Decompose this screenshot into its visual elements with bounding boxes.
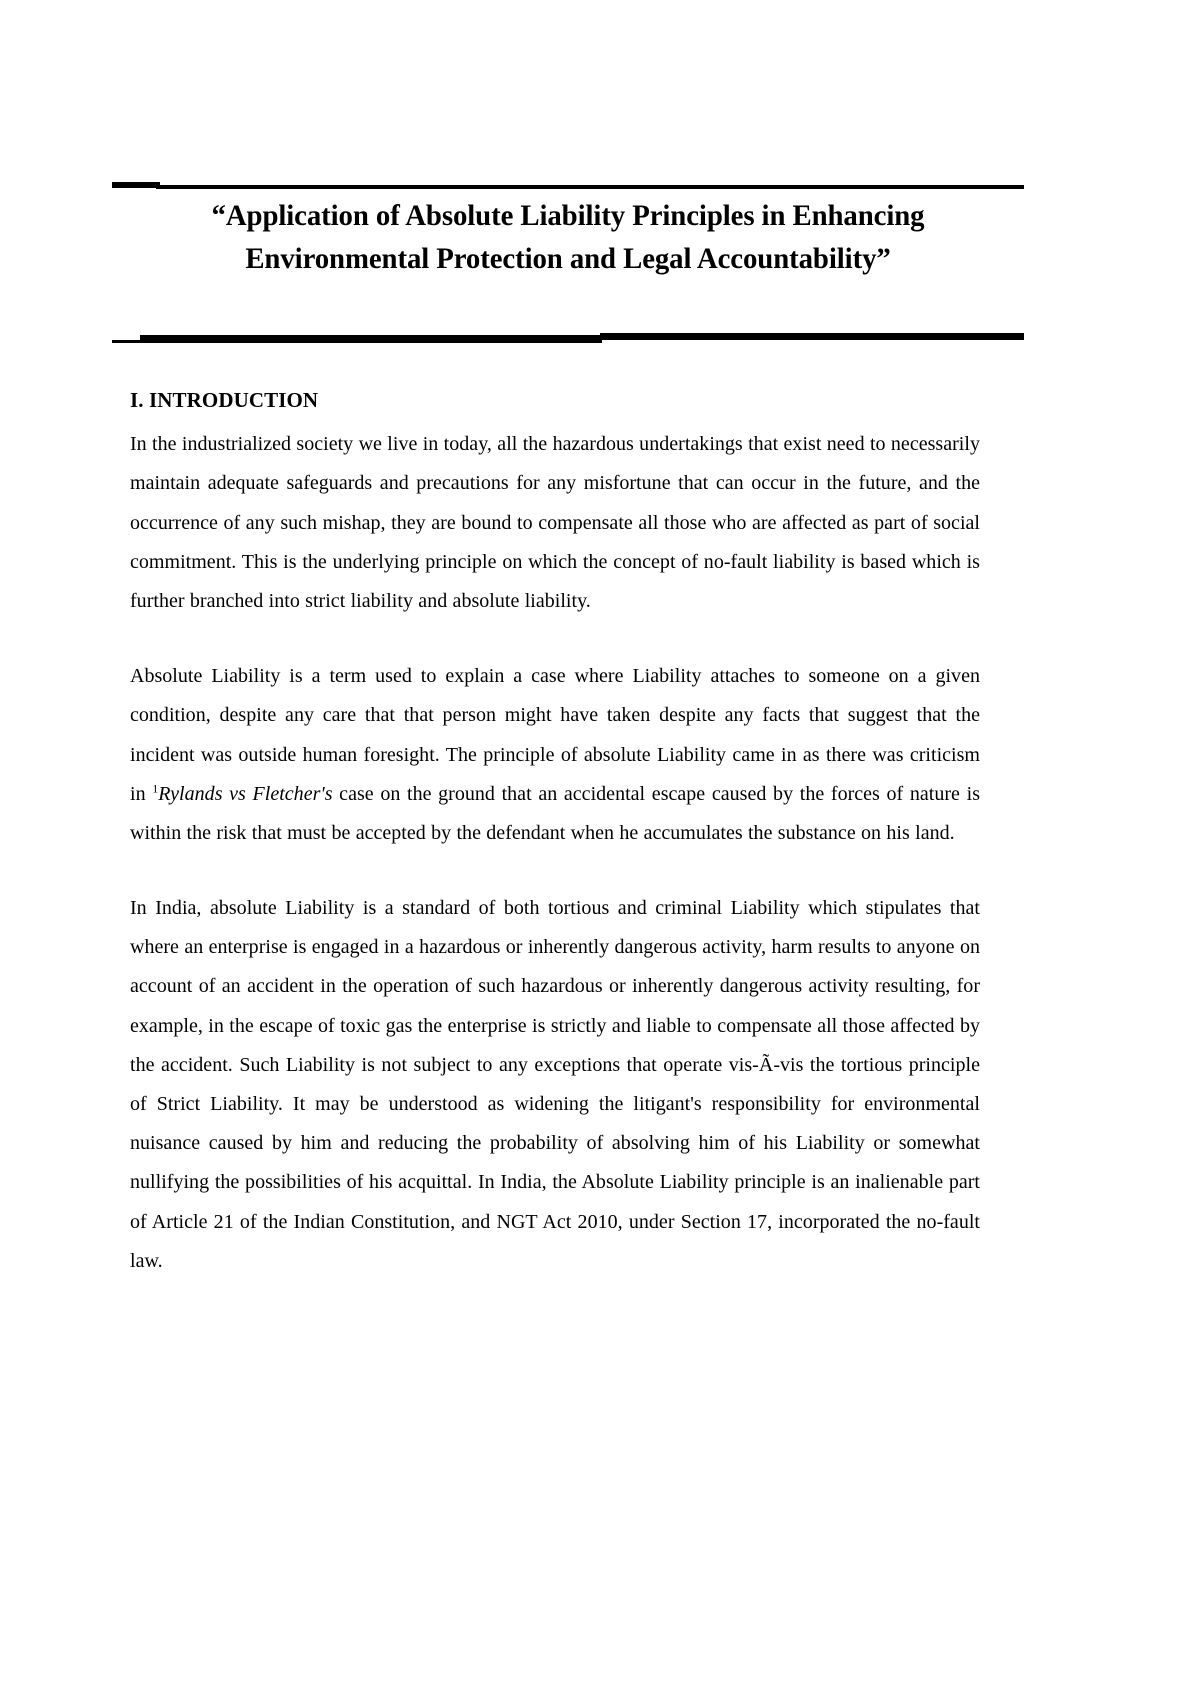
page-title xyxy=(130,195,1006,280)
title-top-rule-thick-segment xyxy=(112,182,160,188)
title-bottom-rule-middle-segment xyxy=(140,335,602,343)
paragraph-1: In the industrialized society we live in today, all the hazardous undertakings that exist need to necessarily maintain adequate safeguards and precautions for any misfortune that can occur in the future, and the occurrence of any such mishap, they are bound to compensate all those who are affected as part of social commitment. This is the underlying principle on which the concept of no-fault liability is based which is further branched into strict liability and absolute liability. xyxy=(130,433,980,612)
paragraph-3: In India, absolute Liability is a standard of both tortious and criminal Liability which stipulates that where an enterprise is engaged in a hazardous or inherently dangerous activity, harm results to anyone on account of an accident in the operation of such hazardous or inherently dangerous activity resulting, for example, in the escape of toxic gas the enterprise is strictly and liable to compensate all those affected by the accident. Such Liability is not subject to any exceptions that operate vis-Ã-vis the tortious principle of Strict Liability. It may be understood as widening the litigant's responsibility for environmental nuisance caused by him and reducing the probability of absolving him of his Liability or somewhat nullifying the possibilities of his acquittal. In India, the Absolute Liability principle is an inalienable part of Article 21 of the Indian Constitution, and NGT Act 2010, under Section 17, incorporated the no-fault law. xyxy=(130,897,980,1272)
title-block xyxy=(112,182,1024,280)
case-citation-rylands-vs-fletcher: Rylands vs Fletcher's xyxy=(158,782,333,805)
title-bottom-rule-right-segment xyxy=(600,333,1024,340)
title-top-rule xyxy=(112,182,1024,189)
footnote-reference-marker: 1 xyxy=(152,781,159,796)
section-heading-introduction: I. INTRODUCTION xyxy=(130,388,319,412)
paragraph-2-text-before-citation: Absolute Liability is a term used to explain a case where Liability attaches to someone on a given condition, despite any care that that person might have taken despite any facts that suggest that the incident was outside human foresight. The principle of absolute Liability came in as there was criticism in xyxy=(130,665,980,805)
title-bottom-rule-left-segment xyxy=(112,340,142,343)
page-title-line-2: Environmental Protection and Legal Accountability” xyxy=(245,241,891,275)
page-title-line-1: “Application of Absolute Liability Principles in Enhancing xyxy=(211,199,925,232)
title-bottom-rule xyxy=(112,322,1024,344)
title-top-rule-thin-segment xyxy=(156,185,1024,189)
paragraph-2-text-after-citation: case on the ground that an accidental escape caused by the forces of nature is within the risk that must be accepted by the defendant when he accumulates the substance on his land. xyxy=(130,782,980,844)
paragraph-2 xyxy=(130,657,980,853)
document-body xyxy=(130,388,980,1281)
